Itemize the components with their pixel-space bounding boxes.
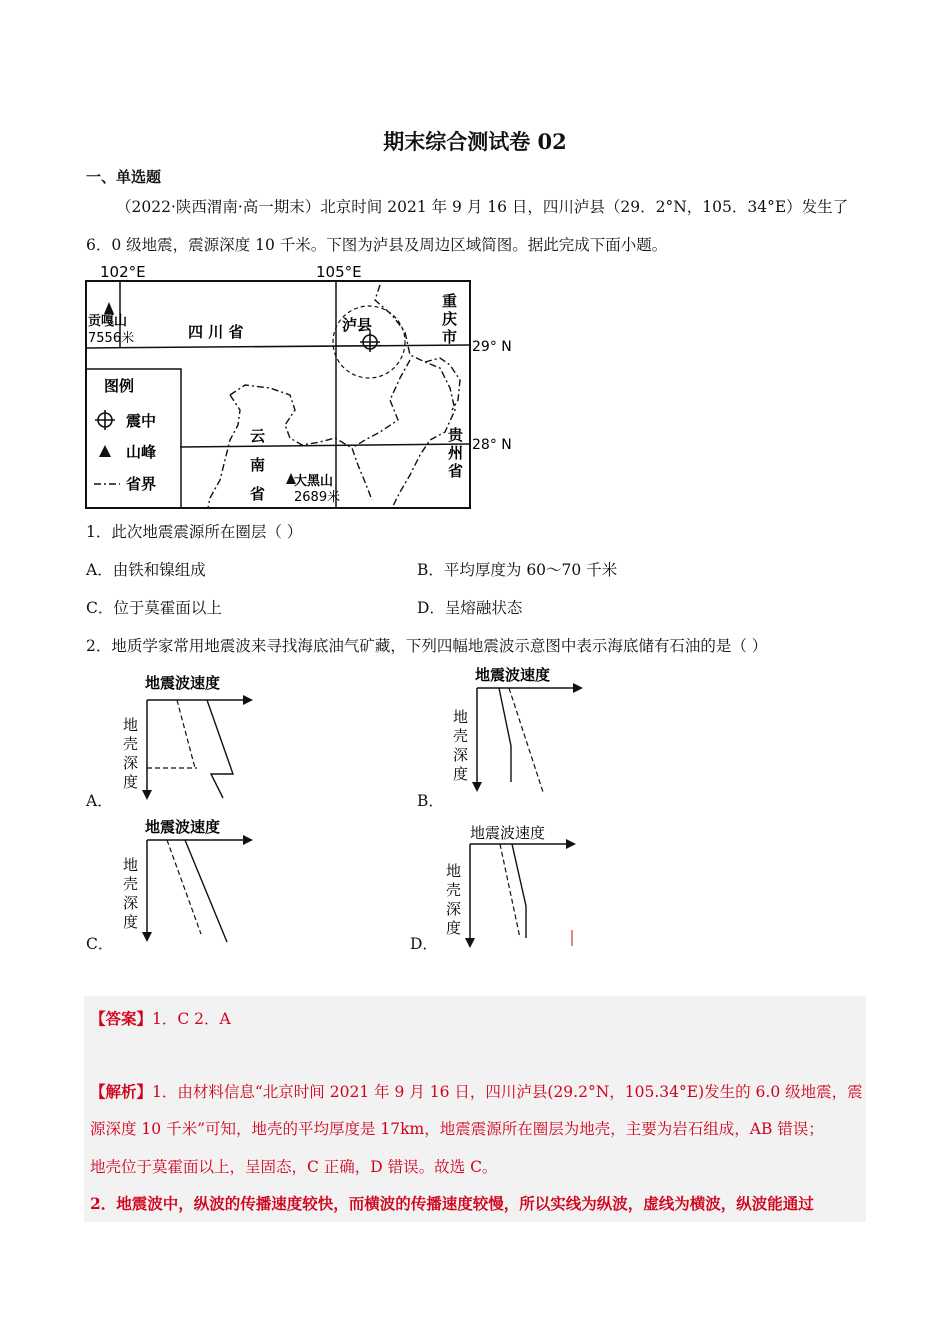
border-chongqing-guizhou xyxy=(425,358,460,410)
q2-option-d[interactable]: D． xyxy=(410,935,438,953)
label-guizhou-1: 贵 xyxy=(448,426,464,444)
depth-axis-label-2: 壳 xyxy=(453,727,469,745)
intro-line-1: （2022·陕西渭南·高一期末）北京时间 2021 年 9 月 16 日，四川泸县（29．2°N，105．34°E）发生了 xyxy=(116,198,849,216)
q2-option-a[interactable]: A． xyxy=(86,792,113,810)
section-heading: 一、单选题 xyxy=(86,168,162,186)
label-chongqing-2: 庆 xyxy=(442,310,458,328)
label-yunnan-1: 云 xyxy=(250,427,266,445)
wave-diagram-a xyxy=(115,670,265,802)
legend-border: 省界 xyxy=(126,475,157,493)
depth-axis-label-4: 度 xyxy=(123,913,139,931)
epicenter-icon xyxy=(95,410,115,430)
peak-daheishan-name: 大黑山 xyxy=(294,474,334,489)
speed-axis-label: 地震波速度 xyxy=(145,818,221,836)
depth-axis-label-1: 地 xyxy=(123,716,139,734)
lat-label-28: 28° N xyxy=(472,437,512,453)
legend-epicenter: 震中 xyxy=(126,412,157,430)
depth-axis-label-2: 壳 xyxy=(123,735,139,753)
label-sichuan: 四 川 省 xyxy=(188,323,244,341)
label-chongqing-3: 市 xyxy=(442,328,458,346)
depth-axis-label-1: 地 xyxy=(453,708,469,726)
peak-icon xyxy=(99,445,111,457)
answer-line xyxy=(90,1007,231,1029)
depth-axis-label-1: 地 xyxy=(446,862,462,880)
answer-panel xyxy=(84,996,866,1222)
peak-icon xyxy=(104,302,114,314)
page-title: 期末综合测试卷 02 xyxy=(383,129,567,154)
epicenter-icon xyxy=(360,332,380,352)
q2-stem: 2．地质学家常用地震波来寻找海底油气矿藏，下列四幅地震波示意图中表示海底储有石油的是（ ） xyxy=(86,637,768,655)
map-frame xyxy=(86,281,470,508)
label-yunnan-2: 南 xyxy=(250,456,266,474)
wave-diagram-d xyxy=(440,818,590,950)
peak-gongga-name: 贡嘎山 xyxy=(88,314,128,329)
border-sichuan-guizhou xyxy=(352,360,410,448)
depth-axis-label-3: 深 xyxy=(123,894,139,912)
label-luxian: 泸县 xyxy=(342,316,373,334)
analysis-line-3: 地壳位于莫霍面以上，呈固态，C 正确，D 错误。故选 C。 xyxy=(90,1158,498,1176)
q1-option-a[interactable]: A．由铁和镍组成 xyxy=(86,561,206,579)
analysis-tag: 【解析】 xyxy=(90,1082,153,1101)
q1-option-d[interactable]: D．呈熔融状态 xyxy=(417,599,523,617)
intro-line-2: 6．0 级地震，震源深度 10 千米。下图为泸县及周边区域简图。据此完成下面小题。 xyxy=(86,236,668,254)
lon-label-102: 102°E xyxy=(100,263,146,281)
label-chongqing-1: 重 xyxy=(442,292,458,310)
depth-axis-label-3: 深 xyxy=(453,746,469,764)
peak-daheishan-altitude: 2689米 xyxy=(294,490,341,505)
q2-option-c[interactable]: C． xyxy=(86,935,114,953)
speed-axis-label: 地震波速度 xyxy=(145,674,221,692)
answer-tag: 【答案】 xyxy=(90,1009,153,1028)
border-yunnan-west xyxy=(208,395,240,508)
label-yunnan-3: 省 xyxy=(250,485,266,503)
analysis-line-1: 【解析】1．由材料信息“北京时间 2021 年 9 月 16 日，四川泸县(29.2°N，105.34°E)发生的 6.0 级地震，震 xyxy=(90,1082,863,1101)
depth-axis-label-2: 壳 xyxy=(123,875,139,893)
label-guizhou-3: 省 xyxy=(448,462,464,480)
depth-axis-label-3: 深 xyxy=(446,900,462,918)
lat-label-29: 29° N xyxy=(472,339,512,355)
depth-axis-label-2: 壳 xyxy=(446,881,462,899)
peak-gongga-altitude: 7556米 xyxy=(88,331,135,346)
label-guizhou-2: 州 xyxy=(448,444,464,462)
parallel-29 xyxy=(86,345,470,348)
wave-diagram-c xyxy=(115,812,265,944)
speed-axis-label: 地震波速度 xyxy=(475,666,551,684)
depth-axis-label-4: 度 xyxy=(446,919,462,937)
answer-text: 1．C 2．A xyxy=(152,1010,231,1028)
q1-option-c[interactable]: C．位于莫霍面以上 xyxy=(86,599,222,617)
legend-peak: 山峰 xyxy=(126,443,157,461)
depth-axis-label-3: 深 xyxy=(123,754,139,772)
legend-title: 图例 xyxy=(104,377,135,395)
q1-option-b[interactable]: B．平均厚度为 60～70 千米 xyxy=(417,561,618,579)
parallel-28 xyxy=(180,444,470,447)
speed-axis-label: 地震波速度 xyxy=(470,824,546,842)
wave-diagram-b xyxy=(445,662,595,794)
q1-stem: 1．此次地震震源所在圈层（ ） xyxy=(86,523,303,541)
depth-axis-label-4: 度 xyxy=(453,765,469,783)
region-map xyxy=(80,260,520,515)
analysis-line-2: 源深度 10 千米”可知，地壳的平均厚度是 17km，地震震源所在圈层为地壳，主要为岩石组成，AB 错误； xyxy=(90,1120,824,1138)
lon-label-105: 105°E xyxy=(316,263,362,281)
analysis-line-4: 2．地震波中，纵波的传播速度较快，而横波的传播速度较慢，所以实线为纵波，虚线为横波，纵波能通过 xyxy=(90,1194,814,1213)
depth-axis-label-1: 地 xyxy=(123,856,139,874)
q2-option-b[interactable]: B． xyxy=(417,792,444,810)
depth-axis-label-4: 度 xyxy=(123,773,139,791)
